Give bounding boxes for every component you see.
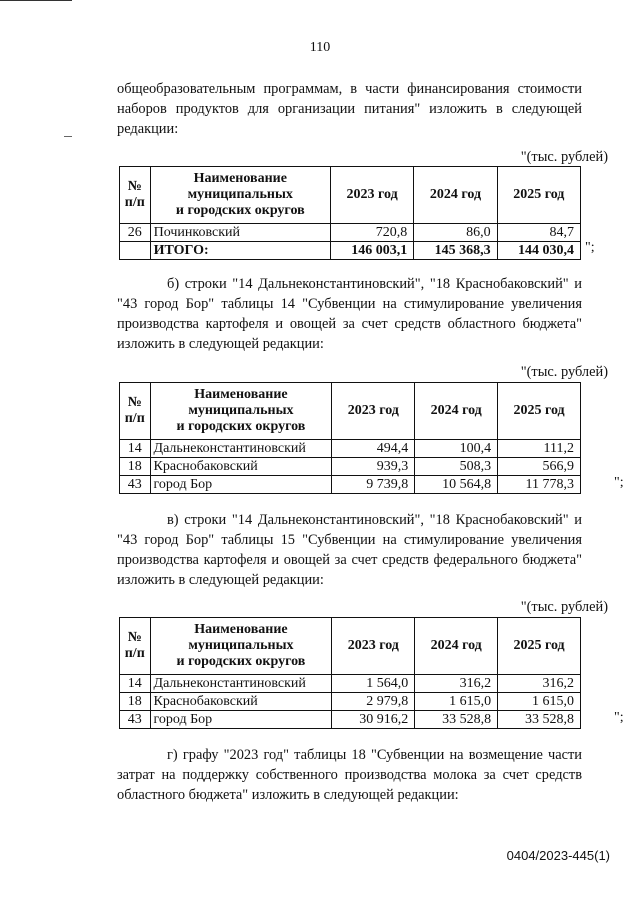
units-label: "(тыс. рублей) — [520, 149, 608, 165]
row-2024: 508,3 — [415, 458, 498, 476]
margin-mark — [64, 136, 72, 137]
table-row — [120, 458, 581, 476]
row-2025: 566,9 — [498, 458, 581, 476]
section-b-line: изложить в следующей редакции: — [117, 336, 324, 352]
table-row — [120, 224, 581, 242]
row-2023: 939,3 — [332, 458, 415, 476]
header-name-line: и городских округов — [176, 654, 306, 669]
header-2024: 2024 год — [415, 383, 498, 440]
header-name-line: и городских округов — [176, 419, 306, 434]
row-2025: 111,2 — [498, 440, 581, 458]
row-name: Краснобаковский — [150, 693, 332, 711]
header-2023: 2023 год — [332, 383, 415, 440]
table-1 — [119, 166, 581, 260]
row-2025: 11 778,3 — [498, 476, 581, 494]
header-2023: 2023 год — [330, 167, 413, 224]
total-row — [120, 242, 581, 260]
header-num: № п/п — [120, 618, 151, 675]
row-2023: 1 564,0 — [332, 675, 415, 693]
table-2-closing: "; — [614, 475, 624, 490]
header-num: № п/п — [120, 167, 151, 224]
section-c-paragraph — [117, 510, 582, 590]
header-2025: 2025 год — [497, 167, 580, 224]
table-1-closing: "; — [585, 240, 595, 255]
section-g-line: затрат на поддержку собственного производства молока за счет средств — [117, 767, 582, 783]
table-row — [120, 711, 581, 729]
row-num: 18 — [120, 693, 151, 711]
header-2025: 2025 год — [498, 618, 581, 675]
header-name-line: муниципальных — [187, 187, 293, 202]
document-code: 0404/2023-445(1) — [506, 848, 610, 863]
row-2023: 30 916,2 — [332, 711, 415, 729]
header-num: № п/п — [120, 383, 151, 440]
units-label: "(тыс. рублей) — [520, 599, 608, 615]
row-2023: 494,4 — [332, 440, 415, 458]
section-g-line: г) графу "2023 год" таблицы 18 "Субвенции на возмещение части — [167, 747, 582, 763]
header-2024: 2024 год — [415, 618, 498, 675]
row-num: 43 — [120, 476, 151, 494]
table-row — [120, 476, 581, 494]
row-num: 43 — [120, 711, 151, 729]
table-2 — [119, 382, 581, 494]
table-3 — [119, 617, 581, 729]
units-label: "(тыс. рублей) — [520, 364, 608, 380]
total-2024: 145 368,3 — [414, 242, 497, 260]
table-3-closing: "; — [614, 710, 624, 725]
table-header-row — [120, 167, 581, 224]
row-2024: 86,0 — [414, 224, 497, 242]
section-c-line: в) строки "14 Дальнеконстантиновский", "18 Краснобаковский" и — [167, 512, 582, 528]
row-num: 14 — [120, 675, 151, 693]
header-name — [150, 618, 332, 675]
section-g-paragraph — [117, 745, 582, 805]
section-c-line: "43 город Бор" таблицы 15 "Субвенции на стимулирование увеличения — [117, 532, 582, 548]
row-num: 18 — [120, 458, 151, 476]
row-name: город Бор — [150, 476, 332, 494]
row-2025: 316,2 — [498, 675, 581, 693]
intro-line: наборов продуктов для организации питания" изложить в следующей — [117, 101, 582, 117]
total-2023: 146 003,1 — [330, 242, 413, 260]
intro-line: общеобразовательным программам, в части финансирования стоимости — [117, 81, 582, 97]
row-2025: 84,7 — [497, 224, 580, 242]
header-2025: 2025 год — [498, 383, 581, 440]
header-name-line: Наименование — [194, 387, 288, 402]
row-2025: 33 528,8 — [498, 711, 581, 729]
section-c-line: производства картофеля и овощей за счет средств федерального бюджета" — [117, 552, 582, 568]
section-b-paragraph — [117, 274, 582, 354]
header-name-line: Наименование — [193, 171, 287, 186]
row-2024: 33 528,8 — [415, 711, 498, 729]
header-name — [150, 383, 332, 440]
header-name-line: муниципальных — [188, 638, 294, 653]
row-2024: 1 615,0 — [415, 693, 498, 711]
table-row — [120, 440, 581, 458]
table-header-row — [120, 618, 581, 675]
row-2024: 316,2 — [415, 675, 498, 693]
row-2023: 2 979,8 — [332, 693, 415, 711]
header-name-line: Наименование — [194, 622, 288, 637]
row-name: город Бор — [150, 711, 332, 729]
header-name-line: и городских округов — [175, 203, 305, 218]
row-2024: 100,4 — [415, 440, 498, 458]
section-b-line: производства картофеля и овощей за счет средств областного бюджета" — [117, 316, 582, 332]
header-name — [150, 167, 330, 224]
row-name: Краснобаковский — [150, 458, 332, 476]
header-2024: 2024 год — [414, 167, 497, 224]
page-number: 110 — [309, 40, 331, 55]
header-name-line: муниципальных — [188, 403, 294, 418]
section-g-line: областного бюджета" изложить в следующей редакции: — [117, 787, 459, 803]
table-row — [120, 693, 581, 711]
row-2025: 1 615,0 — [498, 693, 581, 711]
total-num-cell — [120, 242, 151, 260]
row-2024: 10 564,8 — [415, 476, 498, 494]
row-name: Дальнеконстантиновский — [150, 675, 332, 693]
row-name: Дальнеконстантиновский — [150, 440, 332, 458]
row-2023: 9 739,8 — [332, 476, 415, 494]
table-row — [120, 675, 581, 693]
row-name: Починковский — [150, 224, 330, 242]
row-num: 14 — [120, 440, 151, 458]
total-label: ИТОГО: — [150, 242, 330, 260]
header-2023: 2023 год — [332, 618, 415, 675]
table-header-row — [120, 383, 581, 440]
total-2025: 144 030,4 — [497, 242, 580, 260]
section-b-line: "43 город Бор" таблицы 14 "Субвенции на стимулирование увеличения — [117, 296, 582, 312]
corner-rule — [0, 0, 72, 1]
section-c-line: изложить в следующей редакции: — [117, 572, 324, 588]
row-num: 26 — [120, 224, 151, 242]
intro-paragraph — [117, 79, 582, 139]
section-b-line: б) строки "14 Дальнеконстантиновский", "18 Краснобаковский" и — [167, 276, 582, 292]
intro-line: редакции: — [117, 121, 179, 137]
row-2023: 720,8 — [330, 224, 413, 242]
